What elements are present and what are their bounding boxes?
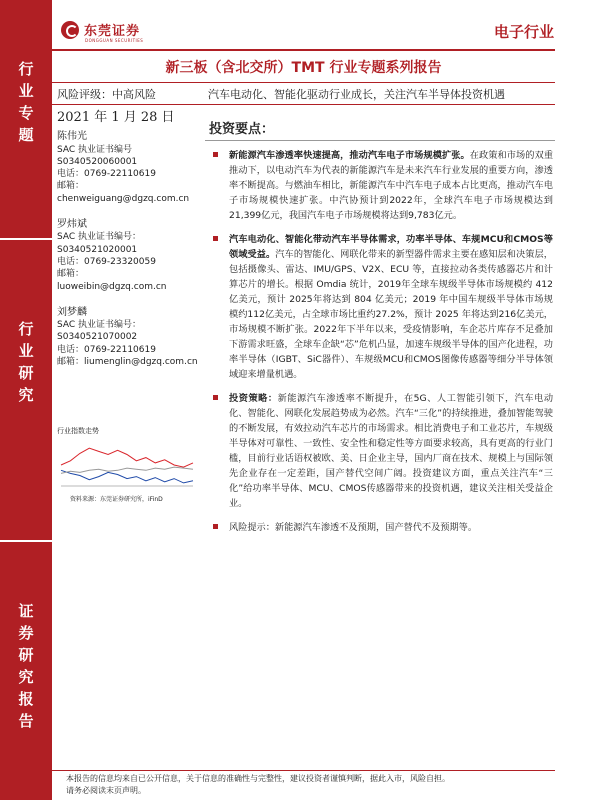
key-points-list: [213, 148, 553, 544]
analyst-name: 刘梦麟: [57, 306, 87, 318]
industry-label: 电子行业: [493, 23, 554, 41]
sidebar-divider: [0, 238, 52, 240]
page-header: [52, 0, 600, 50]
logo-subtext: DONGGUAN SECURITIES: [85, 38, 144, 43]
analyst-card: [57, 307, 197, 368]
sidebar-char: 专: [18, 104, 34, 122]
key-point-body: 新能源汽车渗透率不断提升，在5G、人工智能引领下，汽车电动化、智能化、网联化发展趋势成为必然。汽车“三化”的持续推进，叠加智能驾驶的不断发展，有效拉动汽车芯片的市场需求。相比消费电子和工业芯片，车规级半导体对可靠性、一致性、安全性和稳定性等方面要求较高，具有更高的行业门槛，目前行业话语权被欧、美、日企业主导，国内厂商在技术、规模上与国际领先企业存在一定差距，国产替代空间广阔。投资建议方面，重点关注汽车“三化”给功率半导体、MCU、CMOS传感器带来的投资机遇，建议关注相关受益企业。: [229, 393, 554, 509]
sidebar-char: 报: [18, 690, 34, 708]
analyst-cert-label: SAC 执业证书编号：: [57, 232, 142, 243]
key-point-lead: 新能源汽车渗透率快速提高，推动汽车电子市场规模扩张。: [229, 150, 470, 161]
key-point: [213, 391, 553, 511]
analyst-cert-label: SAC 执业证书编号: [57, 144, 133, 155]
key-point-body: 风险提示：新能源汽车渗透不及预期，国产替代不及预期等。: [229, 522, 478, 533]
subtitle-divider: [52, 104, 555, 105]
bullet-square-icon: [213, 236, 218, 241]
analyst-cert-label: SAC 执业证书编号：: [57, 320, 142, 331]
sidebar-section-report: [0, 600, 52, 732]
logo-icon: [61, 21, 79, 39]
key-point: [213, 148, 553, 223]
sidebar-char: 告: [18, 712, 34, 730]
trend-chart: [57, 440, 197, 492]
key-points-title: 投资要点：: [209, 122, 275, 137]
sidebar-char: 究: [18, 668, 34, 686]
analyst-name: 陈伟光: [57, 131, 87, 143]
footer-divider: [52, 770, 555, 771]
risk-rating: 风险评级：中高风险: [57, 88, 156, 101]
key-point: [213, 232, 553, 382]
bullet-square-icon: [213, 152, 218, 157]
sidebar-char: 研: [18, 364, 34, 382]
analyst-cert: S0340520060001: [57, 156, 138, 167]
footer-notice: 请务必阅读末页声明。: [66, 786, 146, 795]
analyst-email[interactable]: chenweiguang@dgzq.com.cn: [57, 193, 190, 204]
analyst-cert: S0340521070002: [57, 332, 138, 343]
title-divider: [52, 82, 555, 83]
logo-text: 东莞证券: [84, 24, 141, 39]
report-title: 新三板（含北交所）TMT 行业专题系列报告: [165, 60, 442, 76]
sidebar-char: 题: [18, 126, 34, 144]
left-column: [57, 112, 197, 382]
analyst-email-label: 邮箱：: [57, 181, 85, 192]
key-points-divider: [205, 140, 555, 141]
sidebar-char: 行: [18, 60, 34, 78]
analyst-tel: 电话：0769-22110619: [57, 344, 156, 355]
sidebar-char: 业: [18, 342, 34, 360]
key-point-body: 汽车的智能化、网联化带来的新型器件需求主要在感知层和决策层，包括摄像头、雷达、IMU/GPS、V2X、ECU 等，直接拉动各类传感器芯片和计算芯片的增长。根据 Omdia 统计，2019年全球车规级半导体市场规模约 412 亿美元，预计 2025年将达到 804 亿美元；2019 年中国车规级半导体市场规模约112亿美元，占全球市场比重约27.2%，预计 2025 年将达到216亿美元，市场规模不断扩张。2022年下半年以来，受疫情影响，车企芯片库存不足叠加下游需求旺盛，全球车企缺“芯”危机凸显，加速车规级半导体的国产化进程，功率半导体（IGBT、SiC器件）、车规级MCU和CMOS图像传感器等细分半导体领域迎来增量机遇。: [229, 249, 553, 380]
chart-source: 资料来源：东莞证券研究所，iFinD: [70, 496, 163, 503]
chart-title: 行业指数走势: [57, 427, 99, 435]
sidebar-char: 券: [18, 624, 34, 642]
sidebar-divider: [0, 540, 52, 542]
analyst-card: [57, 219, 197, 293]
analyst-name: 罗炜斌: [57, 219, 87, 231]
sidebar-char: 业: [18, 82, 34, 100]
analyst-tel: 电话：0769-22110619: [57, 169, 156, 180]
header-divider: [52, 49, 555, 51]
analyst-card: [57, 131, 197, 205]
key-point-lead: 投资策略：: [229, 393, 278, 404]
analyst-email[interactable]: luoweibin@dgzq.com.cn: [57, 281, 167, 292]
analyst-tel: 电话：0769-23320059: [57, 256, 156, 267]
report-date: 2021 年 1 月 28 日: [57, 110, 175, 125]
sidebar-char: 研: [18, 646, 34, 664]
sidebar-section-topic: [0, 58, 52, 146]
chart-series-index-red: [61, 448, 193, 467]
analyst-cert: S0340521020001: [57, 244, 138, 255]
key-point: [213, 520, 553, 535]
analyst-email-label: 邮箱：: [57, 269, 85, 280]
page-footer: [66, 773, 546, 797]
sidebar-char: 行: [18, 320, 34, 338]
sidebar-section-research: [0, 318, 52, 406]
analyst-email[interactable]: 邮箱：liumenglin@dgzq.com.cn: [57, 357, 198, 368]
bullet-square-icon: [213, 524, 218, 529]
key-point-lead: 汽车电动化、智能化带动汽车半导体需求，功率半导体、车规MCU和CMOS等领域受益。: [229, 234, 553, 260]
sidebar-char: 证: [18, 602, 34, 620]
sidebar-char: 究: [18, 386, 34, 404]
bullet-square-icon: [213, 395, 218, 400]
sidebar: [0, 0, 52, 800]
footer-disclaimer: 本报告的信息均来自已公开信息，关于信息的准确性与完整性，建议投资者谨慎判断，据此入市，风险自担。: [66, 774, 450, 783]
report-subtitle: 汽车电动化、智能化驱动行业成长，关注汽车半导体投资机遇: [208, 88, 505, 101]
key-point-body: 在政策和市场的双重推动下，以电动汽车为代表的新能源汽车是未来汽车行业发展的重要方向，渗透率不断提高。与燃油车相比，新能源汽车中汽车电子成本占比更高，推动汽车电子市场规模快速扩张。中汽协预计到2022年，全球汽车电子市场规模达到21,399亿元，我国汽车电子市场规模将达到9,783亿元。: [229, 150, 554, 221]
chart-series-index-grey: [61, 467, 193, 473]
